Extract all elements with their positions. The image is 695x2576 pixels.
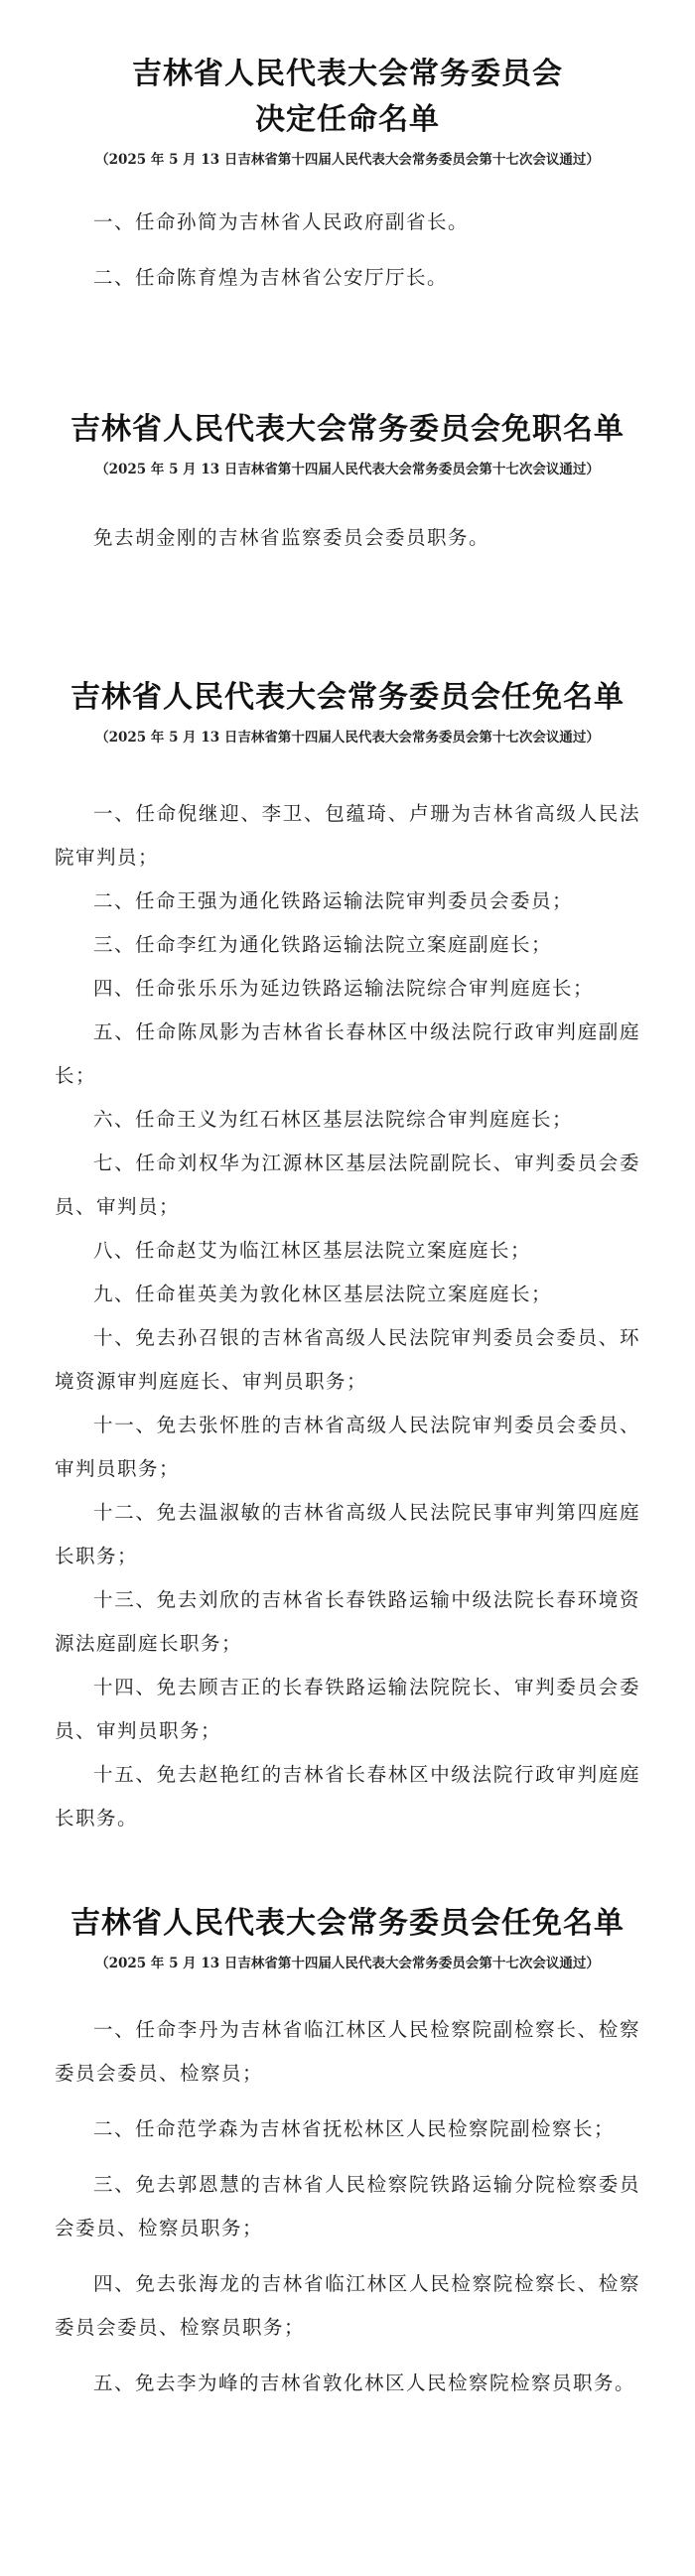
- section-subtitle: （2025 年 5 月 13 日吉林省第十四届人民代表大会常务委员会第十七次会议通过）: [95, 1956, 600, 1971]
- list-item: 十二、免去温淑敏的吉林省高级人民法院民事审判第四庭庭长职务；: [55, 1501, 640, 1567]
- list-item: 七、任命刘权华为江源林区基层法院副院长、审判委员会委员、审判员；: [55, 1152, 640, 1218]
- list-item: 十三、免去刘欣的吉林省长春铁路运输中级法院长春环境资源法庭副庭长职务；: [55, 1588, 640, 1655]
- title-line: 决定任命名单: [255, 102, 440, 137]
- section-subtitle: （2025 年 5 月 13 日吉林省第十四届人民代表大会常务委员会第十七次会议通过）: [95, 462, 600, 477]
- list-item: 二、任命范学森为吉林省抚松林区人民检察院副检察长；: [93, 2117, 616, 2140]
- list-item: 四、任命张乐乐为延边铁路运输法院综合审判庭庭长；: [93, 977, 595, 1000]
- section-title: [0, 1901, 695, 1947]
- item-list: [0, 2008, 695, 2405]
- list-item: 五、免去李为峰的吉林省敦化林区人民检察院检察员职务。: [93, 2372, 636, 2394]
- item-list: [0, 516, 695, 560]
- list-item: 三、免去郭恩慧的吉林省人民检察院铁路运输分院检察委员会委员、检察员职务；: [55, 2173, 640, 2239]
- item-list: [0, 201, 695, 300]
- list-item: 免去胡金刚的吉林省监察委员会委员职务。: [93, 526, 490, 549]
- title-line: 吉林省人民代表大会常务委员会任免名单: [70, 1906, 625, 1941]
- list-item: 五、任命陈凤影为吉林省长春林区中级法院行政审判庭副庭长；: [55, 1020, 640, 1087]
- section-title: [0, 407, 695, 453]
- list-item: 一、任命倪继迎、李卫、包蕴琦、卢珊为吉林省高级人民法院审判员；: [55, 802, 640, 869]
- list-item: 九、任命崔英美为敦化林区基层法院立案庭庭长；: [93, 1283, 553, 1305]
- appointment-decision-section: [0, 52, 695, 312]
- list-item: 八、任命赵艾为临江林区基层法院立案庭庭长；: [93, 1239, 532, 1262]
- list-item: 二、任命王强为通化铁路运输法院审判委员会委员；: [93, 889, 574, 912]
- list-item: 三、任命李红为通化铁路运输法院立案庭副庭长；: [93, 933, 553, 956]
- section-subtitle: （2025 年 5 月 13 日吉林省第十四届人民代表大会常务委员会第十七次会议通过）: [95, 730, 600, 746]
- removal-section: [0, 407, 695, 560]
- section-title: [0, 52, 695, 143]
- list-item: 十一、免去张怀胜的吉林省高级人民法院审判委员会委员、审判员职务；: [55, 1414, 640, 1480]
- list-item: 十、免去孙召银的吉林省高级人民法院审判委员会委员、环境资源审判庭庭长、审判员职务；: [55, 1326, 640, 1393]
- title-line: 吉林省人民代表大会常务委员会: [132, 57, 563, 91]
- list-item: 一、任命李丹为吉林省临江林区人民检察院副检察长、检察委员会委员、检察员；: [55, 2018, 640, 2085]
- court-appointment-removal-section: [0, 675, 695, 1840]
- title-line: 吉林省人民代表大会常务委员会免职名单: [70, 412, 625, 447]
- list-item: 六、任命王义为红石林区基层法院综合审判庭庭长；: [93, 1108, 574, 1131]
- section-title: [0, 675, 695, 721]
- title-line: 吉林省人民代表大会常务委员会任免名单: [70, 680, 625, 715]
- list-item: 十五、免去赵艳红的吉林省长春林区中级法院行政审判庭庭长职务。: [55, 1763, 640, 1830]
- item-list: [0, 792, 695, 1840]
- section-subtitle: （2025 年 5 月 13 日吉林省第十四届人民代表大会常务委员会第十七次会议通过）: [95, 152, 600, 168]
- list-item: 四、免去张海龙的吉林省临江林区人民检察院检察长、检察委员会委员、检察员职务；: [55, 2272, 640, 2339]
- list-item: 十四、免去顾吉正的长春铁路运输法院院长、审判委员会委员、审判员职务；: [55, 1676, 640, 1742]
- procuratorate-appointment-removal-section: [0, 1901, 695, 2417]
- list-item: 一、任命孙简为吉林省人民政府副省长。: [93, 210, 470, 233]
- list-item: 二、任命陈育煌为吉林省公安厅厅长。: [93, 266, 449, 289]
